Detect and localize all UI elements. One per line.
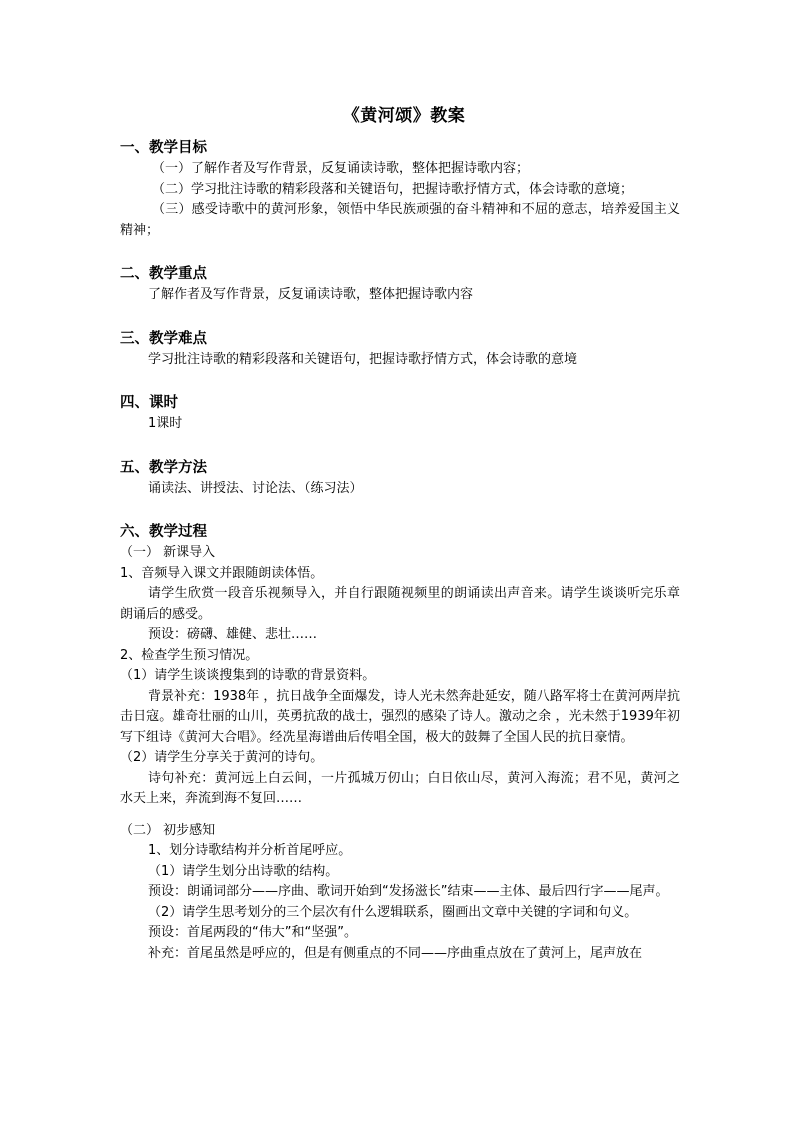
- spacer: [120, 370, 680, 392]
- methods-text: 诵读法、讲授法、讨论法、（练习法）: [148, 480, 363, 496]
- process-line: （1）请学生谈谈搜集到的诗歌的背景资料。: [120, 668, 376, 683]
- process-line: 1、划分诗歌结构并分析首尾呼应。: [148, 843, 352, 858]
- spacer: [120, 499, 680, 521]
- process-paragraph: 背景补充：1938年 ，抗日战争全面爆发，诗人光未然奔赴延安，随八路军将士在黄河两岸抗击日寇。雄奇壮丽的山川，英勇抗敌的战士，强烈的感染了诗人。激动之余 ，光未然于1939年初写下组诗《黄河大合唱》。经冼星海谱曲后传唱全国，极大的鼓舞了全国人民的抗日豪情。: [120, 688, 680, 745]
- spacer: [120, 241, 680, 263]
- process-line: 1、音频导入课文并跟随朗读体悟。: [120, 565, 324, 581]
- process-line: （2）请学生思考划分的三个层次有什么逻辑联系，圈画出文章中关键的字词和句义。: [148, 904, 638, 920]
- objective-item: （一）了解作者及写作背景，反复诵读诗歌，整体把握诗歌内容；: [152, 161, 530, 176]
- section-heading-key-points: 二、教学重点: [120, 266, 207, 282]
- process-paragraph: 请学生欣赏一段音乐视频导入，并自行跟随视频里的朗诵读出声音来。请学生谈谈听完乐章朗诵后的感受。: [120, 586, 680, 622]
- process-paragraph: 诗句补充：黄河远上白云间，一片孤城万仞山；白日依山尽，黄河入海流；君不见，黄河之水天上来，奔流到海不复回……: [120, 770, 680, 806]
- spacer: [120, 306, 680, 328]
- process-line: （2）请学生分享关于黄河的诗句。: [120, 750, 324, 765]
- document-body: [120, 103, 680, 964]
- section-heading-difficulties: 三、教学难点: [120, 330, 207, 347]
- process-line: （1）请学生划分出诗歌的结构。: [148, 863, 339, 879]
- objective-item: （三）感受诗歌中的黄河形象，领悟中华民族顽强的奋斗精神和不屈的意志，培养爱国主义精神；: [120, 202, 680, 238]
- objective-item: （二）学习批注诗歌的精彩段落和关键语句，把握诗歌抒情方式，体会诗歌的意境；: [152, 181, 634, 197]
- process-line: 预设：首尾两段的“伟大”和“坚强”。: [148, 925, 357, 940]
- process-line: 补充：首尾虽然是呼应的，但是有侧重点的不同——序曲重点放在了黄河上，尾声放在: [148, 945, 643, 961]
- spacer: [120, 435, 680, 457]
- process-paragraph: 预设：朗诵词部分——序曲、歌词开始到“发扬滋长”结束——主体、最后四行字——尾声。: [148, 884, 669, 899]
- spacer: [120, 810, 680, 821]
- section-heading-methods: 五、教学方法: [120, 459, 207, 476]
- process-line: 预设：磅礴、雄健、悲壮……: [148, 627, 318, 642]
- key-points-text: 了解作者及写作背景，反复诵读诗歌，整体把握诗歌内容: [148, 287, 474, 302]
- difficulties-text: 学习批注诗歌的精彩段落和关键语句，把握诗歌抒情方式，体会诗歌的意境: [148, 351, 578, 367]
- section-heading-objectives: 一、教学目标: [120, 140, 207, 156]
- section-heading-process: 六、教学过程: [120, 524, 207, 540]
- subsection-title-perception: （二） 初步感知: [120, 822, 216, 838]
- process-line: 2、检查学生预习情况。: [120, 647, 259, 663]
- document-title: 《黄河颂》教案: [342, 106, 466, 126]
- class-hours-text: 1课时: [148, 416, 183, 431]
- subsection-title-intro: （一） 新课导入: [120, 545, 216, 560]
- section-heading-class-hours: 四、课时: [120, 395, 178, 411]
